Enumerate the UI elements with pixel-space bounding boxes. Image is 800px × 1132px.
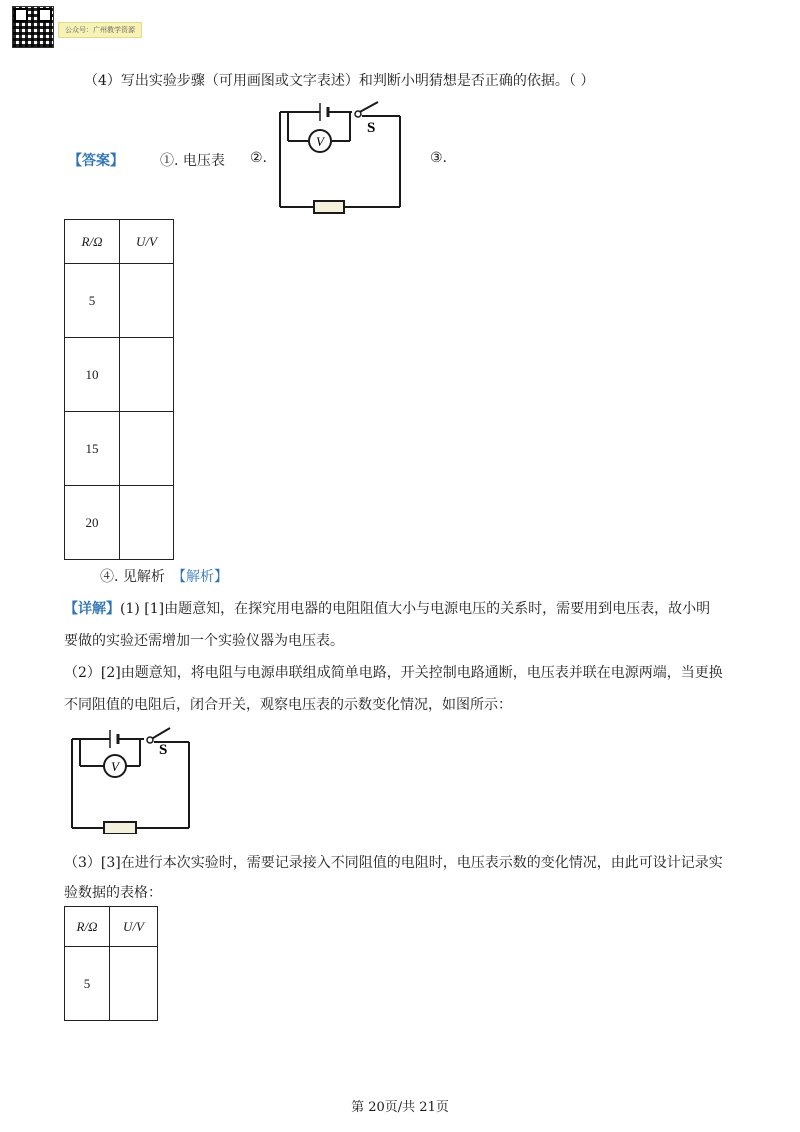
detail-p1-line1: (1) [1]由题意知，在探究用电器的电阻阻值大小与电源电压的关系时，需要用到电压表，故小明 (120, 601, 711, 617)
watermark-badge: 公众号：广州教学资源 (58, 22, 142, 38)
row-voltage-blank (120, 486, 174, 560)
qr-code (12, 6, 54, 48)
circuit-diagram-detail (64, 722, 198, 834)
record-table-answer (64, 219, 174, 560)
answer-label: 【答案】 (68, 153, 124, 169)
page-number: 第 20页/共 21页 (351, 1100, 449, 1115)
row-voltage-blank (120, 338, 174, 412)
record-table-detail (64, 906, 158, 1021)
row-voltage-blank (120, 412, 174, 486)
answer-item-3: ③. (430, 150, 448, 166)
header-voltage: U/V (110, 907, 158, 947)
switch-label: S (159, 742, 168, 758)
voltmeter-label: V (111, 759, 119, 774)
answer-item-1: ①. 电压表 (160, 153, 225, 169)
detail-p3-line2: 验数据的表格： (64, 885, 162, 901)
row-resistance-value: 5 (65, 947, 110, 1021)
header-resistance: R/Ω (65, 907, 110, 947)
detail-p2-line2: 不同阻值的电阻后，闭合开关，观察电压表的示数变化情况，如图所示： (64, 697, 512, 713)
detail-label: 【详解】 (64, 601, 120, 617)
circuit-diagram-answer (270, 98, 410, 216)
row-resistance-value: 20 (65, 486, 120, 560)
detail-p1-line2: 要做的实验还需增加一个实验仪器为电压表。 (64, 633, 344, 649)
analysis-tag: 【解析】 (172, 569, 228, 585)
detail-p3-line1: （3）[3]在进行本次实验时，需要记录接入不同阻值的电阻时，电压表示数的变化情况，由此可设计记录实 (64, 855, 723, 871)
header-resistance: R/Ω (65, 220, 120, 264)
detail-p2-line1: （2）[2]由题意知，将电阻与电源串联组成简单电路，开关控制电路通断，电压表并联在电源两端，当更换 (64, 665, 723, 681)
answer-item-4: ④. 见解析 (100, 569, 165, 585)
row-voltage-blank (120, 264, 174, 338)
switch-label: S (367, 120, 376, 136)
row-resistance-value: 15 (65, 412, 120, 486)
question-4-text: （4）写出实验步骤（可用画图或文字表述）和判断小明猜想是否正确的依据。（ ） (84, 73, 595, 89)
row-resistance-value: 10 (65, 338, 120, 412)
voltmeter-label: V (316, 134, 324, 149)
row-voltage-blank (110, 947, 158, 1021)
header-voltage: U/V (120, 220, 174, 264)
row-resistance-value: 5 (65, 264, 120, 338)
answer-item-2: ②. (250, 150, 268, 166)
